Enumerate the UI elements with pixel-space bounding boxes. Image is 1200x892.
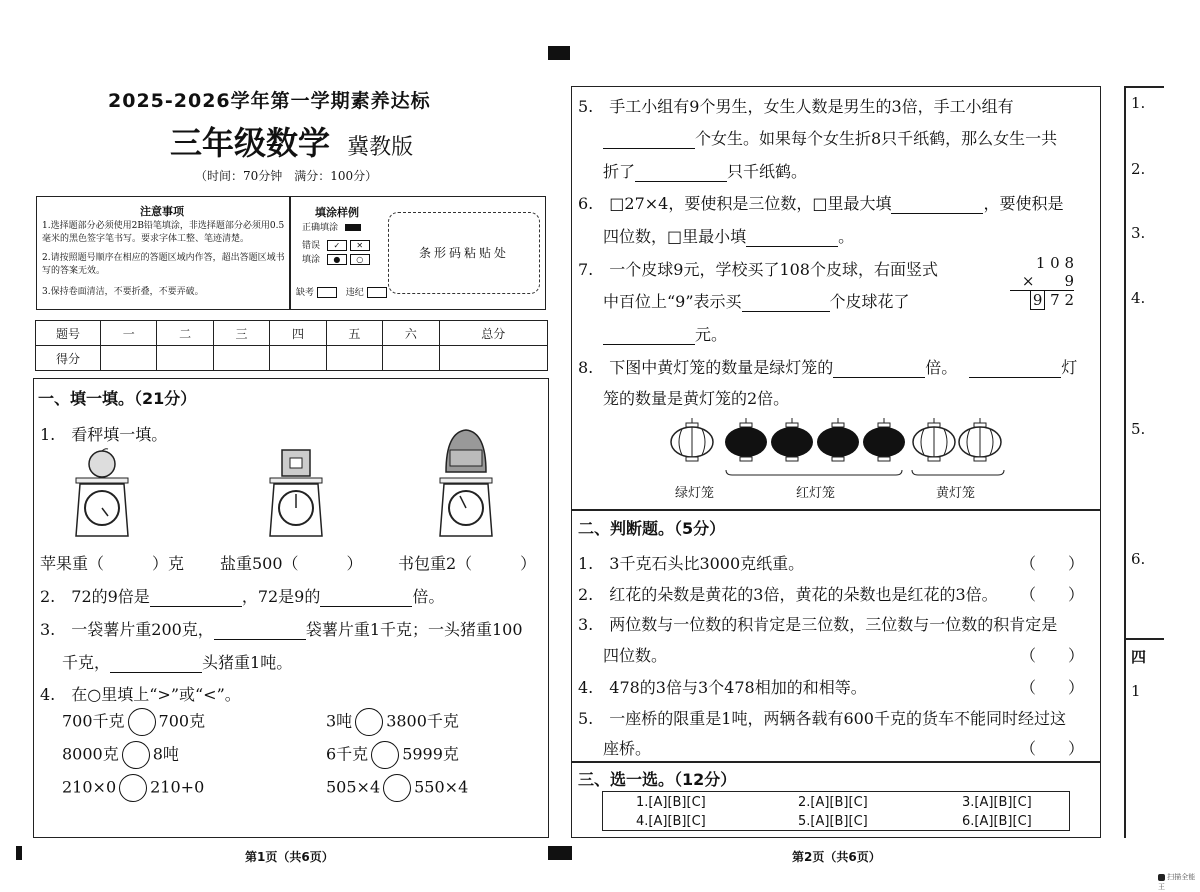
page3-edge-top — [1124, 86, 1164, 88]
edition-name: 冀教版 — [347, 135, 414, 160]
page3-num-1: 1. — [1131, 94, 1146, 112]
compare-row: 700千克 700克 — [62, 708, 205, 736]
section2-title: 二、判断题。（5分） — [578, 519, 726, 538]
q7-line-3: 元。 — [603, 322, 727, 345]
violation-box — [367, 287, 387, 298]
calc-mult: × 9 — [1010, 272, 1074, 291]
q8-blank-2[interactable] — [969, 363, 1061, 378]
subject-name: 三年级数学 — [170, 124, 331, 162]
compare-row: 3吨 3800千克 — [326, 708, 459, 736]
lantern-red-icon — [724, 418, 768, 464]
q3-blank-1[interactable] — [214, 625, 306, 640]
calc-result-box: 9 — [1030, 290, 1046, 310]
compare-row: 210×0 210+0 — [62, 774, 204, 802]
compare-row: 6千克 5999克 — [326, 741, 459, 769]
score-cell[interactable] — [270, 346, 326, 371]
calc-result: 9 7 2 — [1010, 291, 1074, 309]
judge-paren-1[interactable]: （ ） — [1020, 554, 1085, 573]
fill-sample-title: 填涂样例 — [315, 206, 359, 219]
judge-paren-2[interactable]: （ ） — [1020, 585, 1085, 604]
q2-text: 2. 72的9倍是 ，72是9的 倍。 — [40, 587, 445, 606]
q4-text: 4. 在○里填上“>”或“<”。 — [40, 685, 241, 704]
score-header-cell: 二 — [157, 321, 213, 346]
compare-circle[interactable] — [119, 774, 147, 802]
notice-item-1: 1.选择题部分必须使用2B铅笔填涂，非选择题部分必须用0.5毫米的黑色签字笔书写。要求字体工整、笔迹清楚。 — [42, 221, 285, 244]
judge-1: 1. 3千克石头比3000克纸重。 — [578, 554, 805, 573]
judge-paren-3[interactable]: （ ） — [1020, 646, 1085, 665]
page3-edge-line — [1124, 86, 1126, 838]
score-cell[interactable] — [326, 346, 382, 371]
dot-box-icon: ● — [327, 254, 347, 265]
score-cell[interactable] — [213, 346, 269, 371]
choice-2[interactable]: 2.[A][B][C] — [798, 795, 868, 810]
score-header-cell: 题号 — [36, 321, 101, 346]
barcode-area — [388, 212, 540, 294]
q2-blank-2[interactable] — [320, 592, 412, 607]
compare-row: 505×4 550×4 — [326, 774, 468, 802]
judge-paren-5[interactable]: （ ） — [1020, 739, 1085, 758]
score-table-score-row — [36, 346, 548, 371]
q7-blank-1[interactable] — [742, 297, 830, 312]
q7-blank-2[interactable] — [603, 330, 695, 345]
judge-2: 2. 红花的朵数是黄花的3倍，黄花的朵数也是红花的3倍。 — [578, 585, 998, 604]
compare-circle[interactable] — [128, 708, 156, 736]
score-cell[interactable] — [439, 346, 547, 371]
score-header-cell: 四 — [270, 321, 326, 346]
q6-line-1: 6. □27×4，要使积是三位数，□里最大填 ，要使积是 — [578, 194, 1064, 213]
lantern-yellow-icon — [958, 418, 1002, 464]
score-header-cell: 三 — [213, 321, 269, 346]
q5-line-3: 折了 只千纸鹤。 — [603, 162, 808, 181]
q1-answer-bag[interactable]: 书包重2（ ） — [398, 554, 537, 573]
lantern-brackets — [720, 468, 1010, 480]
barcode-label: 条形码粘贴处 — [418, 246, 509, 260]
exam-title: 2025-2026学年第一学期素养达标 — [108, 90, 431, 112]
judge-3: 3. 两位数与一位数的积肯定是三位数，三位数与一位数的积肯定是 — [578, 615, 1058, 634]
q1-answer-salt[interactable]: 盐重500（ ） — [220, 554, 363, 573]
page3-section-4: 四 — [1131, 648, 1147, 666]
judge-paren-4[interactable]: （ ） — [1020, 678, 1085, 697]
page3-num-2: 2. — [1131, 160, 1146, 178]
lantern-green-icon — [670, 418, 714, 464]
time-info: （时间：70分钟 满分：100分） — [195, 169, 378, 183]
q6-line-2: 四位数，□里最小填 。 — [603, 227, 855, 246]
scale-apple — [72, 448, 132, 540]
q3-line-2: 千克， 头猪重1吨。 — [62, 653, 293, 672]
score-cell[interactable] — [383, 346, 439, 371]
lantern-red-icon — [816, 418, 860, 464]
cross-box-icon: ✕ — [350, 240, 370, 251]
page3-num-4-1: 1 — [1131, 682, 1141, 700]
q6-blank-1[interactable] — [891, 199, 983, 214]
page3-num-3: 3. — [1131, 224, 1146, 242]
q6-blank-2[interactable] — [746, 232, 838, 247]
compare-circle[interactable] — [371, 741, 399, 769]
scale-schoolbag — [436, 424, 496, 540]
score-header-cell: 五 — [326, 321, 382, 346]
q5-blank-1[interactable] — [603, 134, 695, 149]
q5-line-2: 个女生。如果每个女生折8只千纸鹤，那么女生一共 — [603, 126, 1057, 149]
lantern-label-red: 红灯笼 — [796, 486, 836, 501]
choice-1[interactable]: 1.[A][B][C] — [636, 795, 706, 810]
q8-line-2: 笼的数量是黄灯笼的2倍。 — [603, 389, 790, 408]
q8-blank-1[interactable] — [833, 363, 925, 378]
registration-mark-bottom-center — [548, 846, 572, 860]
compare-circle[interactable] — [355, 708, 383, 736]
q1-text: 1. 看秤填一填。 — [40, 425, 168, 444]
page1-footer: 第1页（共6页） — [245, 850, 334, 864]
notice-item-3: 3.保持卷面清洁，不要折叠，不要弄破。 — [42, 287, 204, 297]
section1-title: 一、填一填。（21分） — [38, 389, 197, 408]
judge-5-cont: 座桥。 — [603, 739, 652, 758]
q7-line-2: 中百位上“9”表示买 个皮球花了 — [603, 292, 910, 311]
scanner-watermark: 扫描全能王 — [1158, 873, 1196, 891]
filled-box-icon — [345, 224, 361, 231]
q2-blank-1[interactable] — [150, 592, 242, 607]
lantern-red-icon — [770, 418, 814, 464]
lantern-red-icon — [862, 418, 906, 464]
page3-num-4: 4. — [1131, 289, 1146, 307]
fill-correct-row: 正确填涂 — [302, 222, 361, 235]
judge-4: 4. 478的3倍与3个478相加的和相等。 — [578, 678, 867, 697]
lantern-label-green: 绿灯笼 — [675, 486, 715, 501]
compare-circle[interactable] — [383, 774, 411, 802]
fill-fill-row: 填涂 ● ○ — [302, 254, 370, 267]
calc-top: 1 0 8 — [1035, 254, 1074, 272]
judge-3-cont: 四位数。 — [603, 646, 668, 665]
score-cell[interactable] — [157, 346, 213, 371]
lantern-yellow-icon — [912, 418, 956, 464]
scanner-logo-icon — [1158, 874, 1165, 881]
absent-box — [317, 287, 337, 298]
fill-wrong-row: 错误 ✓ ✕ — [302, 240, 370, 253]
score-table — [35, 320, 548, 371]
page3-num-5: 5. — [1131, 420, 1146, 438]
q5-line-1: 5. 手工小组有9个男生，女生人数是男生的3倍，手工小组有 — [578, 97, 1014, 116]
ring-box-icon: ○ — [350, 254, 370, 265]
page2-footer: 第2页（共6页） — [792, 850, 881, 864]
notice-divider — [289, 196, 291, 310]
page3-num-6: 6. — [1131, 550, 1146, 568]
page3-divider — [1124, 638, 1164, 640]
q3-blank-2[interactable] — [110, 658, 202, 673]
lantern-label-yellow: 黄灯笼 — [936, 486, 976, 501]
score-cell[interactable] — [101, 346, 157, 371]
q8-line-1: 8. 下图中黄灯笼的数量是绿灯笼的 倍。 灯 — [578, 358, 1078, 377]
choice-6[interactable]: 6.[A][B][C] — [962, 814, 1032, 829]
choice-3[interactable]: 3.[A][B][C] — [962, 795, 1032, 810]
q3-line-1: 3. 一袋薯片重200克， 袋薯片重1千克；一头猪重100 — [40, 620, 523, 639]
judge-5: 5. 一座桥的限重是1吨，两辆各载有600千克的货车不能同时经过这 — [578, 709, 1066, 728]
vertical-calc — [1010, 254, 1074, 309]
choice-5[interactable]: 5.[A][B][C] — [798, 814, 868, 829]
registration-mark-bottom-left — [16, 846, 22, 860]
score-header-cell: 六 — [383, 321, 439, 346]
section3-title: 三、选一选。（12分） — [578, 770, 737, 789]
q7-line-1: 7. 一个皮球9元，学校买了108个皮球，右面竖式 — [578, 260, 938, 279]
score-header-cell: 总分 — [439, 321, 547, 346]
notice-title: 注意事项 — [140, 205, 184, 218]
q1-answer-apple[interactable]: 苹果重（ ）克 — [40, 554, 185, 573]
score-row-label: 得分 — [36, 346, 101, 371]
subject-title — [170, 118, 413, 164]
registration-mark-top — [548, 46, 570, 60]
choice-4[interactable]: 4.[A][B][C] — [636, 814, 706, 829]
absent-row: 缺考 违纪 — [296, 287, 387, 300]
check-box-icon: ✓ — [327, 240, 347, 251]
q5-blank-2[interactable] — [635, 167, 727, 182]
notice-item-2: 2.请按照题号顺序在相应的答题区域内作答，超出答题区域书写的答案无效。 — [42, 253, 285, 276]
score-table-header-row — [36, 321, 548, 346]
score-header-cell: 一 — [101, 321, 157, 346]
compare-row: 8000克 8吨 — [62, 741, 179, 769]
compare-circle[interactable] — [122, 741, 150, 769]
scale-salt — [266, 448, 326, 540]
